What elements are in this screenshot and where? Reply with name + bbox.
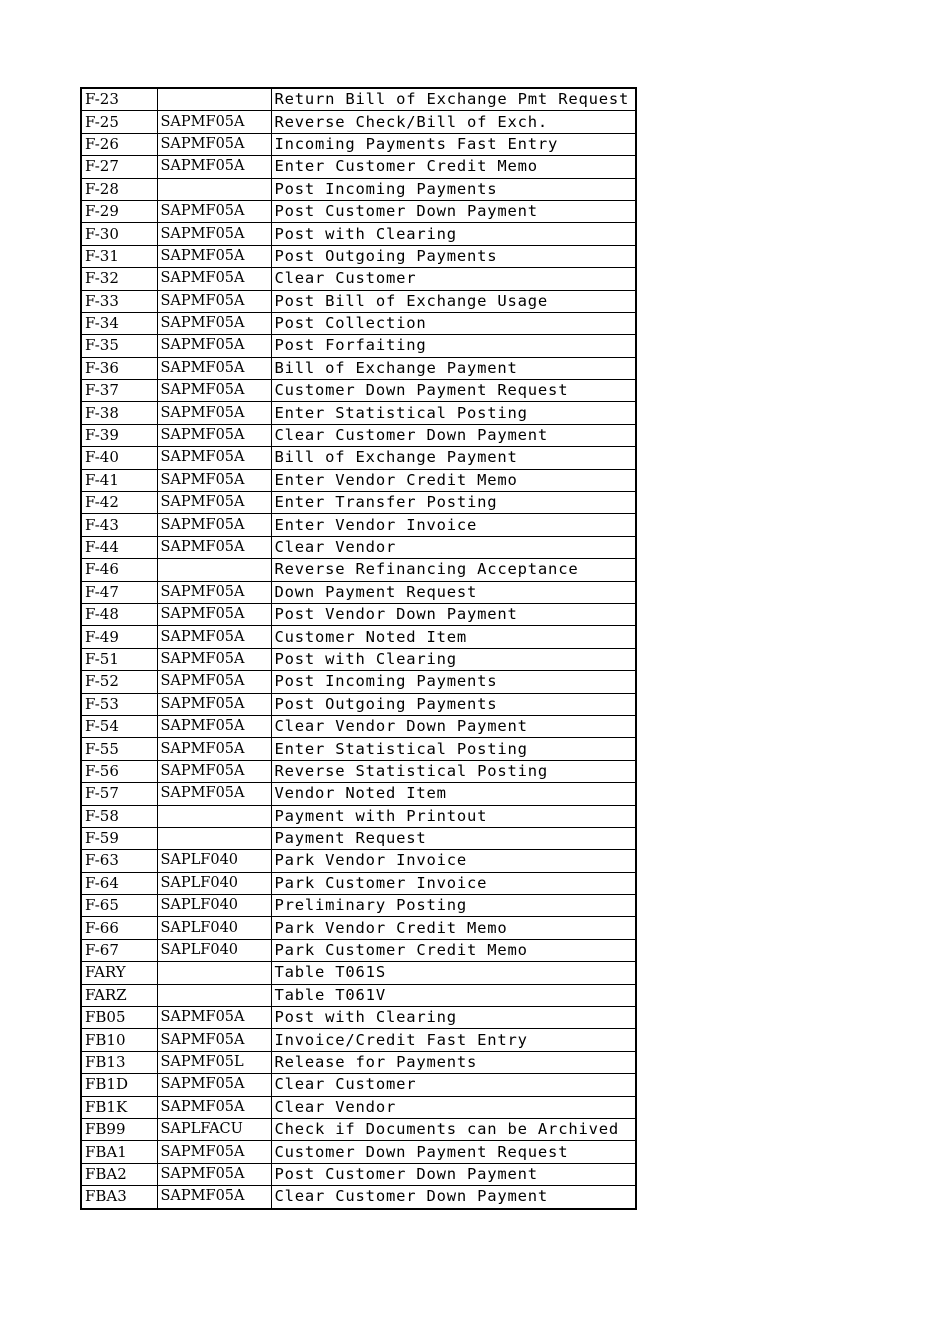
transaction-code-cell: F-39 (81, 424, 157, 446)
description-cell: Enter Vendor Credit Memo (271, 469, 636, 491)
table-row (81, 559, 636, 581)
transaction-code-cell: F-63 (81, 850, 157, 872)
program-name-cell: SAPMF05A (157, 469, 271, 491)
program-name-cell: SAPMF05A (157, 223, 271, 245)
transaction-code-cell: FB1K (81, 1096, 157, 1118)
transaction-code-cell: F-33 (81, 290, 157, 312)
transaction-code-cell: F-51 (81, 648, 157, 670)
table-row (81, 357, 636, 379)
transaction-code-cell: FBA1 (81, 1141, 157, 1163)
table-row (81, 1163, 636, 1185)
table-row (81, 581, 636, 603)
table-row (81, 536, 636, 558)
transaction-code-cell: F-30 (81, 223, 157, 245)
description-cell: Park Customer Credit Memo (271, 939, 636, 961)
description-cell: Post Customer Down Payment (271, 1163, 636, 1185)
transaction-code-cell: F-53 (81, 693, 157, 715)
program-name-cell: SAPMF05L (157, 1051, 271, 1073)
description-cell: Customer Down Payment Request (271, 1141, 636, 1163)
description-cell: Post with Clearing (271, 1007, 636, 1029)
table-row (81, 827, 636, 849)
program-name-cell (157, 88, 271, 111)
description-cell: Enter Customer Credit Memo (271, 156, 636, 178)
program-name-cell: SAPMF05A (157, 648, 271, 670)
program-name-cell: SAPMF05A (157, 357, 271, 379)
transaction-code-cell: F-42 (81, 492, 157, 514)
program-name-cell: SAPLF040 (157, 895, 271, 917)
description-cell: Clear Vendor (271, 1096, 636, 1118)
table-row (81, 380, 636, 402)
program-name-cell: SAPLFACU (157, 1118, 271, 1140)
description-cell: Bill of Exchange Payment (271, 357, 636, 379)
description-cell: Incoming Payments Fast Entry (271, 133, 636, 155)
program-name-cell: SAPMF05A (157, 111, 271, 133)
table-row (81, 805, 636, 827)
program-name-cell: SAPLF040 (157, 917, 271, 939)
transaction-code-cell: F-46 (81, 559, 157, 581)
table-row (81, 895, 636, 917)
table-row (81, 1118, 636, 1140)
table-row (81, 514, 636, 536)
program-name-cell: SAPLF040 (157, 939, 271, 961)
transaction-code-cell: F-52 (81, 671, 157, 693)
table-row (81, 447, 636, 469)
description-cell: Post with Clearing (271, 648, 636, 670)
transaction-code-cell: F-32 (81, 268, 157, 290)
transaction-code-cell: F-54 (81, 715, 157, 737)
transaction-code-cell: FBA3 (81, 1186, 157, 1209)
table-row (81, 984, 636, 1006)
transaction-code-cell: FB1D (81, 1074, 157, 1096)
transaction-code-cell: FB99 (81, 1118, 157, 1140)
program-name-cell: SAPMF05A (157, 715, 271, 737)
program-name-cell: SAPMF05A (157, 492, 271, 514)
program-name-cell: SAPMF05A (157, 1007, 271, 1029)
description-cell: Post Bill of Exchange Usage (271, 290, 636, 312)
description-cell: Post Outgoing Payments (271, 245, 636, 267)
transaction-code-cell: F-59 (81, 827, 157, 849)
transaction-code-cell: FBA2 (81, 1163, 157, 1185)
program-name-cell: SAPMF05A (157, 514, 271, 536)
program-name-cell: SAPMF05A (157, 290, 271, 312)
table-row (81, 1051, 636, 1073)
table-row (81, 1074, 636, 1096)
transaction-code-cell: FB05 (81, 1007, 157, 1029)
description-cell: Customer Noted Item (271, 626, 636, 648)
table-row (81, 1007, 636, 1029)
program-name-cell: SAPMF05A (157, 335, 271, 357)
program-name-cell: SAPMF05A (157, 133, 271, 155)
program-name-cell: SAPMF05A (157, 671, 271, 693)
transaction-code-cell: F-57 (81, 783, 157, 805)
description-cell: Clear Customer Down Payment (271, 424, 636, 446)
table-row (81, 223, 636, 245)
description-cell: Enter Statistical Posting (271, 738, 636, 760)
transaction-code-cell: F-47 (81, 581, 157, 603)
table-row (81, 178, 636, 200)
transaction-code-cell: FB10 (81, 1029, 157, 1051)
description-cell: Park Vendor Invoice (271, 850, 636, 872)
description-cell: Return Bill of Exchange Pmt Request (271, 88, 636, 111)
program-name-cell (157, 962, 271, 984)
transaction-code-cell: F-38 (81, 402, 157, 424)
program-name-cell: SAPMF05A (157, 1186, 271, 1209)
description-cell: Payment with Printout (271, 805, 636, 827)
program-name-cell: SAPMF05A (157, 156, 271, 178)
program-name-cell: SAPMF05A (157, 268, 271, 290)
program-name-cell: SAPMF05A (157, 738, 271, 760)
transaction-code-cell: F-65 (81, 895, 157, 917)
description-cell: Bill of Exchange Payment (271, 447, 636, 469)
description-cell: Post with Clearing (271, 223, 636, 245)
description-cell: Enter Transfer Posting (271, 492, 636, 514)
description-cell: Payment Request (271, 827, 636, 849)
description-cell: Reverse Refinancing Acceptance (271, 559, 636, 581)
transaction-code-cell: F-40 (81, 447, 157, 469)
table-row (81, 715, 636, 737)
transaction-code-cell: F-66 (81, 917, 157, 939)
table-row (81, 335, 636, 357)
description-cell: Clear Vendor (271, 536, 636, 558)
program-name-cell: SAPMF05A (157, 581, 271, 603)
description-cell: Check if Documents can be Archived (271, 1118, 636, 1140)
description-cell: Vendor Noted Item (271, 783, 636, 805)
description-cell: Post Customer Down Payment (271, 200, 636, 222)
program-name-cell: SAPMF05A (157, 1141, 271, 1163)
transaction-code-cell: F-48 (81, 603, 157, 625)
transaction-code-cell: F-28 (81, 178, 157, 200)
description-cell: Down Payment Request (271, 581, 636, 603)
table-row (81, 1096, 636, 1118)
table-body (81, 88, 636, 1209)
table-row (81, 1186, 636, 1209)
table-row (81, 626, 636, 648)
program-name-cell: SAPMF05A (157, 380, 271, 402)
program-name-cell (157, 559, 271, 581)
description-cell: Clear Vendor Down Payment (271, 715, 636, 737)
program-name-cell: SAPMF05A (157, 1163, 271, 1185)
program-name-cell: SAPMF05A (157, 783, 271, 805)
program-name-cell (157, 805, 271, 827)
description-cell: Post Outgoing Payments (271, 693, 636, 715)
transaction-code-cell: FB13 (81, 1051, 157, 1073)
program-name-cell: SAPLF040 (157, 850, 271, 872)
transaction-code-cell: F-44 (81, 536, 157, 558)
description-cell: Park Vendor Credit Memo (271, 917, 636, 939)
table-row (81, 917, 636, 939)
description-cell: Clear Customer Down Payment (271, 1186, 636, 1209)
description-cell: Invoice/Credit Fast Entry (271, 1029, 636, 1051)
table-row (81, 245, 636, 267)
description-cell: Clear Customer (271, 1074, 636, 1096)
description-cell: Clear Customer (271, 268, 636, 290)
program-name-cell: SAPMF05A (157, 1074, 271, 1096)
table-row (81, 290, 636, 312)
table-row (81, 312, 636, 334)
transaction-code-cell: F-31 (81, 245, 157, 267)
transaction-code-cell: F-27 (81, 156, 157, 178)
table-row (81, 88, 636, 111)
transaction-code-cell: F-56 (81, 760, 157, 782)
description-cell: Post Forfaiting (271, 335, 636, 357)
table-row (81, 760, 636, 782)
program-name-cell: SAPMF05A (157, 1096, 271, 1118)
program-name-cell: SAPMF05A (157, 693, 271, 715)
transaction-code-cell: F-58 (81, 805, 157, 827)
program-name-cell: SAPMF05A (157, 626, 271, 648)
transaction-code-cell: F-23 (81, 88, 157, 111)
table-row (81, 603, 636, 625)
description-cell: Reverse Statistical Posting (271, 760, 636, 782)
transaction-code-cell: FARY (81, 962, 157, 984)
table-row (81, 200, 636, 222)
program-name-cell: SAPMF05A (157, 424, 271, 446)
transaction-code-cell: F-36 (81, 357, 157, 379)
description-cell: Post Collection (271, 312, 636, 334)
program-name-cell: SAPMF05A (157, 402, 271, 424)
description-cell: Post Incoming Payments (271, 178, 636, 200)
program-name-cell (157, 178, 271, 200)
table-row (81, 962, 636, 984)
transaction-code-cell: F-55 (81, 738, 157, 760)
transaction-code-table (80, 87, 637, 1210)
description-cell: Enter Vendor Invoice (271, 514, 636, 536)
table-row (81, 783, 636, 805)
description-cell: Preliminary Posting (271, 895, 636, 917)
table-row (81, 872, 636, 894)
table-row (81, 492, 636, 514)
table-row (81, 1141, 636, 1163)
table-row (81, 1029, 636, 1051)
transaction-code-cell: F-43 (81, 514, 157, 536)
transaction-code-cell: F-67 (81, 939, 157, 961)
table-row (81, 738, 636, 760)
program-name-cell: SAPMF05A (157, 200, 271, 222)
description-cell: Customer Down Payment Request (271, 380, 636, 402)
table-row (81, 268, 636, 290)
description-cell: Reverse Check/Bill of Exch. (271, 111, 636, 133)
program-name-cell: SAPLF040 (157, 872, 271, 894)
table-row (81, 133, 636, 155)
description-cell: Post Vendor Down Payment (271, 603, 636, 625)
program-name-cell: SAPMF05A (157, 312, 271, 334)
table-row (81, 648, 636, 670)
description-cell: Post Incoming Payments (271, 671, 636, 693)
program-name-cell (157, 827, 271, 849)
transaction-code-cell: F-37 (81, 380, 157, 402)
program-name-cell: SAPMF05A (157, 1029, 271, 1051)
program-name-cell: SAPMF05A (157, 447, 271, 469)
table-row (81, 156, 636, 178)
program-name-cell: SAPMF05A (157, 536, 271, 558)
table-row (81, 850, 636, 872)
description-cell: Table T061V (271, 984, 636, 1006)
description-cell: Park Customer Invoice (271, 872, 636, 894)
transaction-code-cell: F-34 (81, 312, 157, 334)
description-cell: Release for Payments (271, 1051, 636, 1073)
description-cell: Enter Statistical Posting (271, 402, 636, 424)
transaction-code-cell: FARZ (81, 984, 157, 1006)
transaction-code-cell: F-64 (81, 872, 157, 894)
table-row (81, 402, 636, 424)
program-name-cell: SAPMF05A (157, 760, 271, 782)
program-name-cell: SAPMF05A (157, 245, 271, 267)
transaction-code-cell: F-29 (81, 200, 157, 222)
description-cell: Table T061S (271, 962, 636, 984)
transaction-code-cell: F-25 (81, 111, 157, 133)
table-row (81, 424, 636, 446)
table-row (81, 693, 636, 715)
table-row (81, 111, 636, 133)
table-row (81, 469, 636, 491)
table-row (81, 939, 636, 961)
transaction-code-cell: F-35 (81, 335, 157, 357)
transaction-code-cell: F-41 (81, 469, 157, 491)
transaction-code-cell: F-49 (81, 626, 157, 648)
table-row (81, 671, 636, 693)
program-name-cell: SAPMF05A (157, 603, 271, 625)
transaction-code-cell: F-26 (81, 133, 157, 155)
program-name-cell (157, 984, 271, 1006)
